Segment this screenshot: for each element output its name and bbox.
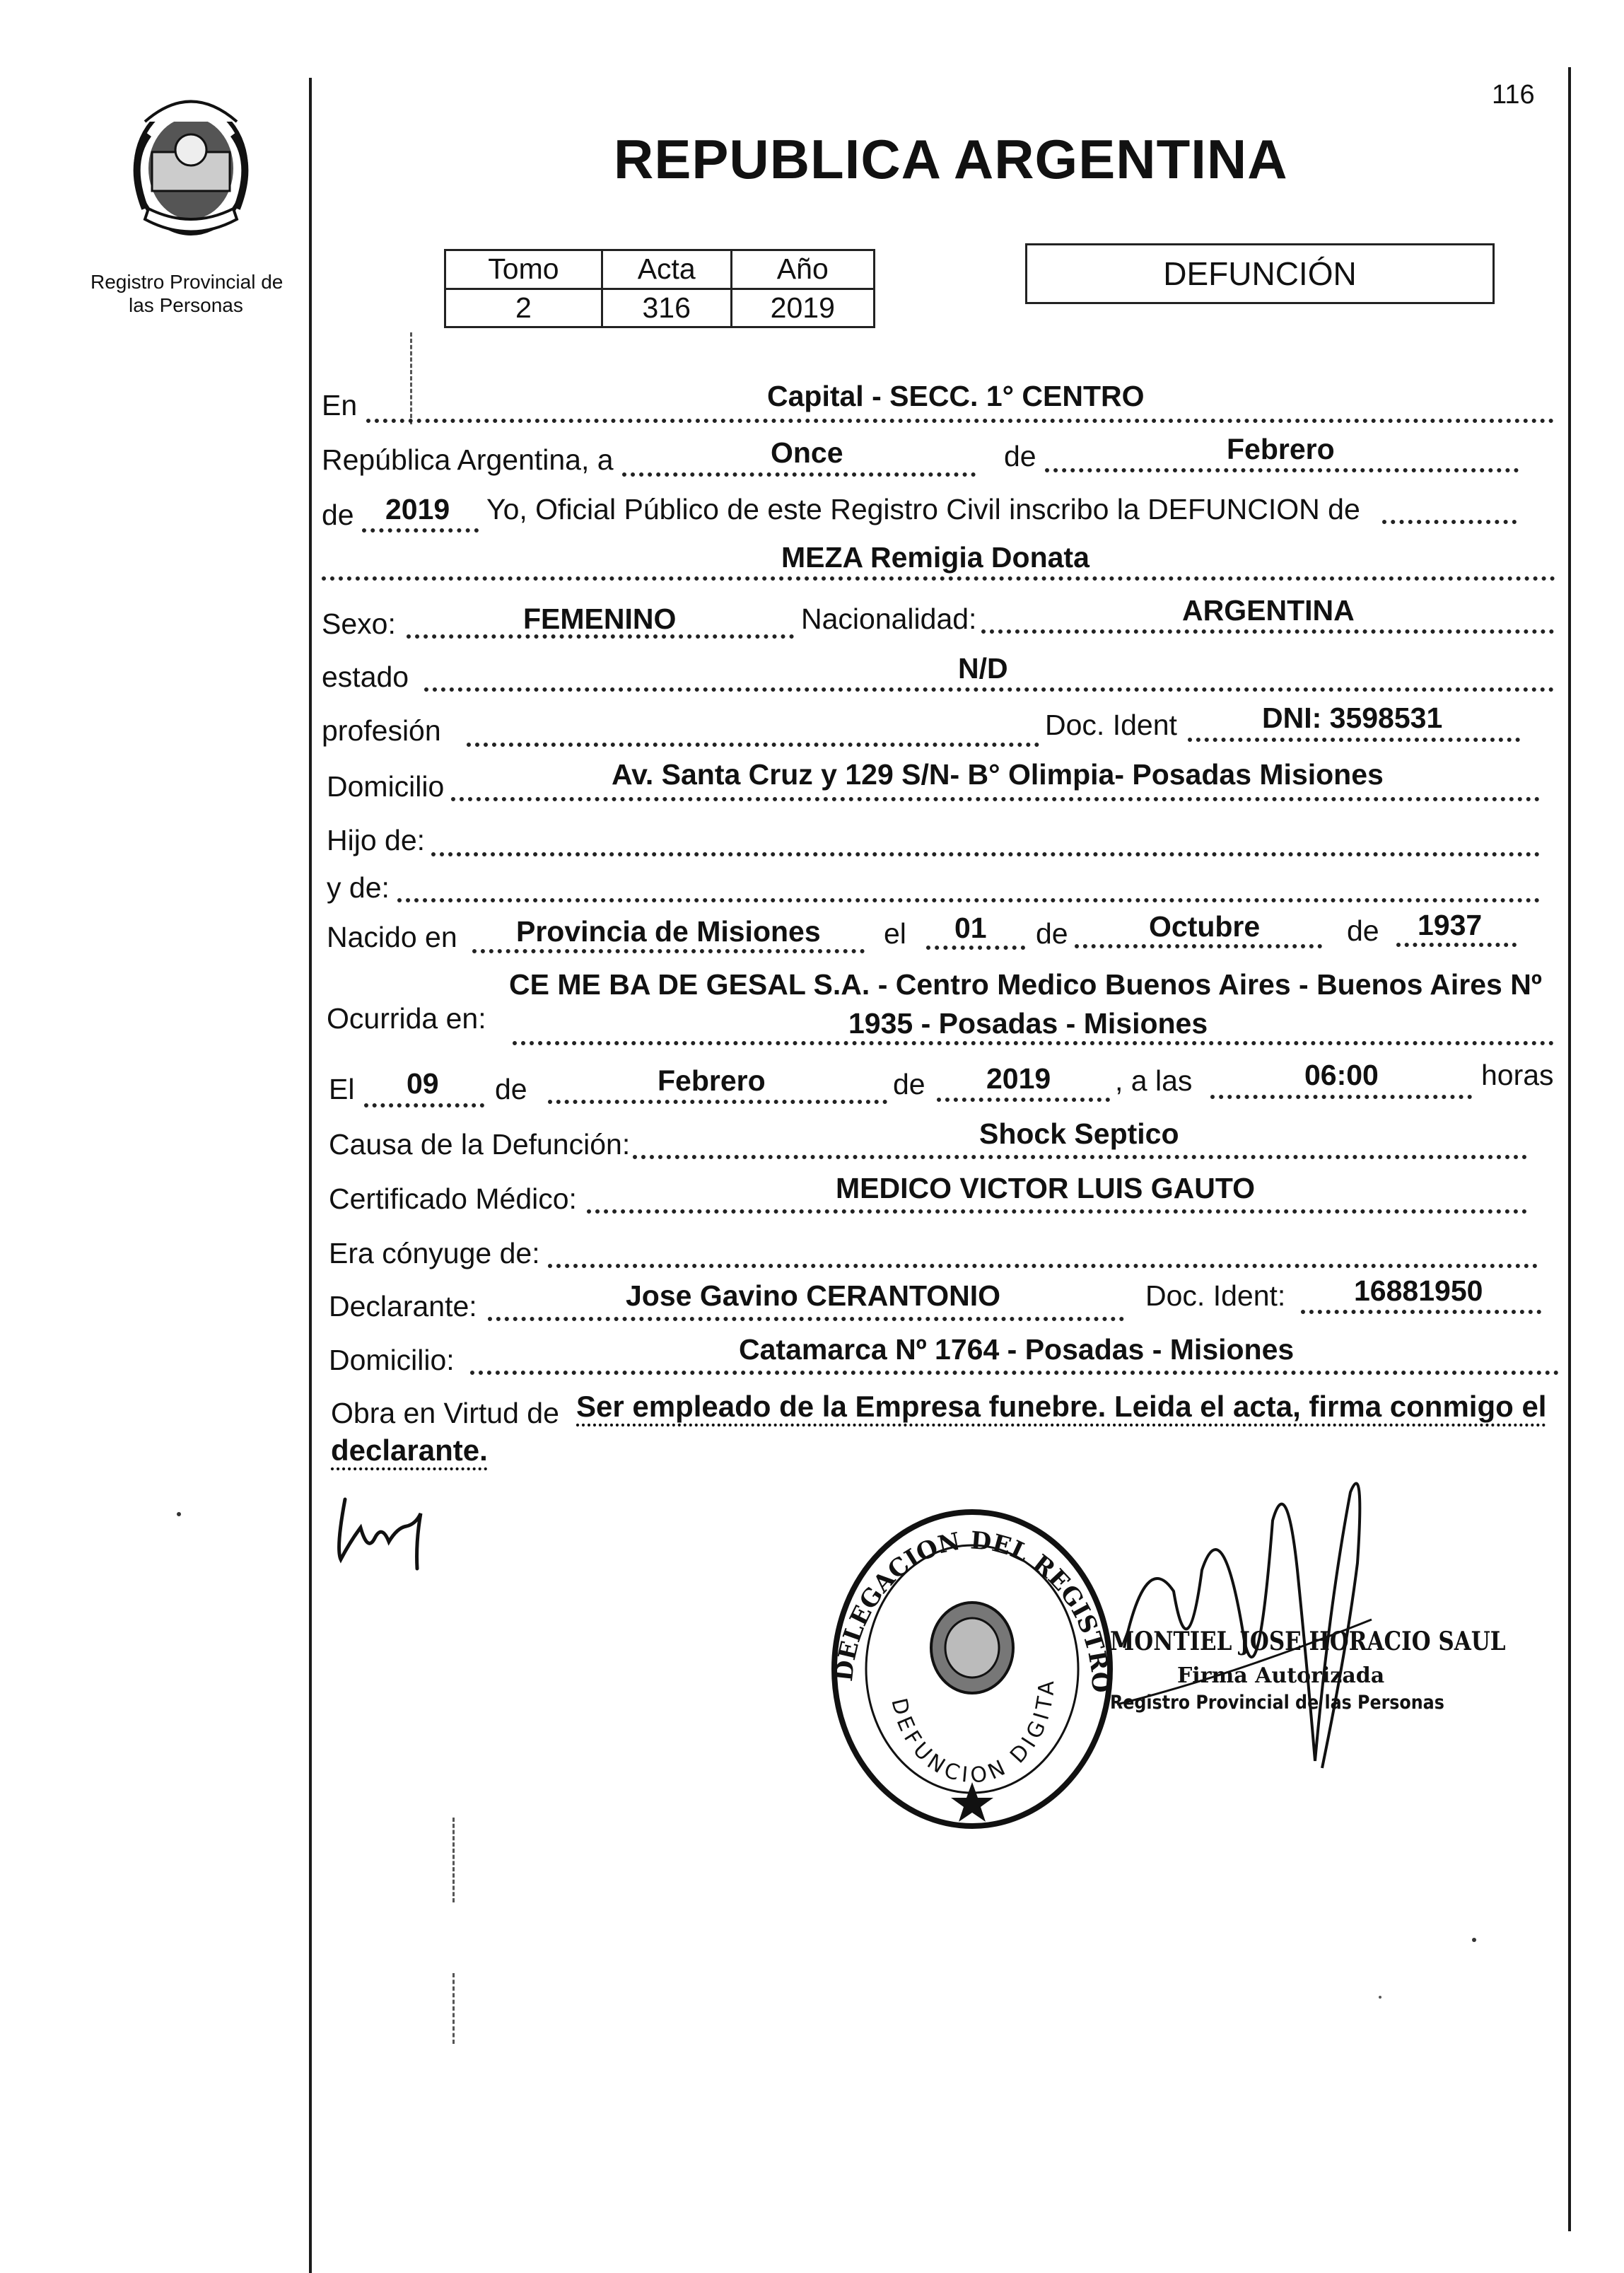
ocurrida-dotted-line [513,1041,1554,1045]
certificado-value: MEDICO VICTOR LUIS GAUTO [836,1172,1256,1204]
birth-month: Octubre [1149,910,1261,943]
table-header-anio: Año [731,250,874,289]
nacido-value: Provincia de Misiones [516,915,821,948]
page-number: 116 [1492,80,1535,110]
inscribo-text: Yo, Oficial Público de este Registro Civil inscribo la DEFUNCION de [486,493,1360,525]
estado-label: estado [322,661,409,693]
declarante-doc: 16881950 [1354,1274,1483,1307]
handwritten-signature-icon [332,1485,445,1577]
profesion-line [467,743,1039,747]
province-logo [117,85,265,248]
declarante-domicilio-line [470,1371,1559,1375]
table-value-tomo: 2 [445,289,602,327]
de-label: de [1004,440,1036,472]
en-line [366,419,1554,423]
doc-ident-label: Doc. Ident [1045,709,1177,741]
registry-table [444,249,875,328]
table-value-acta: 316 [602,289,731,327]
birth-month-line [1075,944,1322,948]
doc-ident-label-2: Doc. Ident: [1145,1279,1286,1312]
nacionalidad-label: Nacionalidad: [801,603,977,635]
birth-year: 1937 [1418,909,1483,941]
document-type: DEFUNCIÓN [1163,255,1357,292]
sexo-value: FEMENINO [523,603,677,635]
official-signature [332,1485,445,1577]
death-month: Febrero [658,1064,766,1097]
certificado-line [587,1209,1527,1214]
nacido-line [472,949,865,953]
death-day: 09 [407,1067,439,1100]
svg-text:DELEGACION DEL REGISTRO PROVIN: DELEGACION DEL REGISTRO [830,1526,1115,1694]
republica-label: República Argentina, a [322,443,614,476]
obra-label: Obra en Virtud de [331,1397,559,1429]
right-margin-rule [1568,67,1571,2231]
registry-name-line1: Registro Provincial de [90,271,284,293]
inscribo-line [1382,520,1517,524]
ocurrida-label: Ocurrida en: [327,1002,486,1035]
horas-label: horas [1481,1059,1554,1091]
document-type-box [1025,243,1495,304]
year-prefix: de [322,499,354,531]
province-seal-icon [117,85,265,248]
domicilio-label-2: Domicilio: [329,1344,455,1376]
doc-ident-line [1188,738,1520,742]
death-time-line [1210,1095,1472,1099]
declarante-line [488,1317,1124,1321]
hijo-line [431,852,1540,856]
ocurrida-line2: 1935 - Posadas - Misiones [848,1007,1208,1040]
conyuge-label: Era cónyuge de: [329,1237,540,1269]
birth-day: 01 [954,912,987,944]
left-margin-rule [309,78,312,2273]
en-value: Capital - SECC. 1° CENTRO [767,380,1145,412]
estado-line [424,687,1554,692]
name-line [322,576,1555,581]
registry-name-line2: las Personas [129,294,243,316]
domicilio-line [451,797,1540,801]
nacionalidad-value: ARGENTINA [1182,594,1355,627]
hijo-label: Hijo de: [327,824,426,856]
conyuge-line [548,1264,1538,1268]
el-label: el [884,917,906,950]
table-header-tomo: Tomo [445,250,602,289]
doc-ident-value: DNI: 3598531 [1262,702,1443,734]
profesion-label: profesión [322,714,441,747]
nacionalidad-line [981,629,1554,634]
death-year: 2019 [986,1062,1051,1095]
official-stamp [824,1506,1121,1832]
death-year-line [937,1098,1110,1102]
de-label-5: de [893,1068,925,1100]
causa-label: Causa de la Defunción: [329,1128,631,1161]
de-label-3: de [1347,914,1379,947]
domicilio-label: Domicilio [327,770,445,803]
svg-text:DEFUNCION DIGITAL: DEFUNCION DIGITA [886,1676,1060,1789]
year-line [362,528,479,533]
month-line [1045,468,1519,472]
birth-day-line [926,946,1025,950]
causa-line [633,1155,1527,1159]
nacido-label: Nacido en [327,921,457,953]
scan-mark [452,1973,455,2044]
obra-value-line1: Ser empleado de la Empresa funebre. Leida el acta, firma conmigo el [576,1390,1547,1423]
de-label-2: de [1036,917,1068,950]
death-day-line [364,1103,484,1108]
de-label-4: de [495,1073,527,1105]
signatory-office: Registro Provincial de las Personas [1110,1692,1444,1714]
en-label: En [322,389,358,422]
deceased-name: MEZA Remigia Donata [781,541,1090,574]
alas-label: , a las [1115,1064,1193,1097]
month-value: Febrero [1227,433,1335,465]
declarante-domicilio: Catamarca Nº 1764 - Posadas - Misiones [739,1333,1295,1366]
table-value-anio: 2019 [731,289,874,327]
yde-label: y de: [327,871,390,904]
signatory-role: Firma Autorizada [1177,1663,1385,1688]
death-time: 06:00 [1304,1059,1379,1091]
certificado-label: Certificado Médico: [329,1182,577,1215]
estado-value: N/D [958,652,1008,685]
causa-value: Shock Septico [979,1117,1179,1150]
scan-speck [177,1512,181,1516]
scan-mark [452,1818,455,1902]
page-title: REPUBLICA ARGENTINA [614,128,1288,190]
declarante-label: Declarante: [329,1290,477,1322]
death-month-line [548,1100,887,1104]
declarante-value: Jose Gavino CERANTONIO [626,1279,1001,1312]
domicilio-value: Av. Santa Cruz y 129 S/N- B° Olimpia- Posadas Misiones [612,758,1384,791]
scan-speck [1379,1996,1381,1999]
registry-stamp-icon [824,1506,1121,1832]
ocurrida-line1: CE ME BA DE GESAL S.A. - Centro Medico Buenos Aires - Buenos Aires Nº [509,968,1542,1001]
year-value: 2019 [385,493,450,525]
obra-value-line2: declarante. [331,1434,488,1467]
declarante-doc-line [1301,1310,1541,1314]
yde-line [397,898,1540,902]
signatory-name: MONTIEL JOSE HORACIO SAUL [1110,1627,1506,1656]
scan-speck [1472,1938,1476,1942]
day-line [622,472,976,477]
birth-year-line [1396,943,1517,947]
table-header-acta: Acta [602,250,731,289]
day-value: Once [771,436,843,469]
el-label-2: El [329,1073,355,1105]
sexo-label: Sexo: [322,608,396,640]
scan-mark [410,332,412,424]
